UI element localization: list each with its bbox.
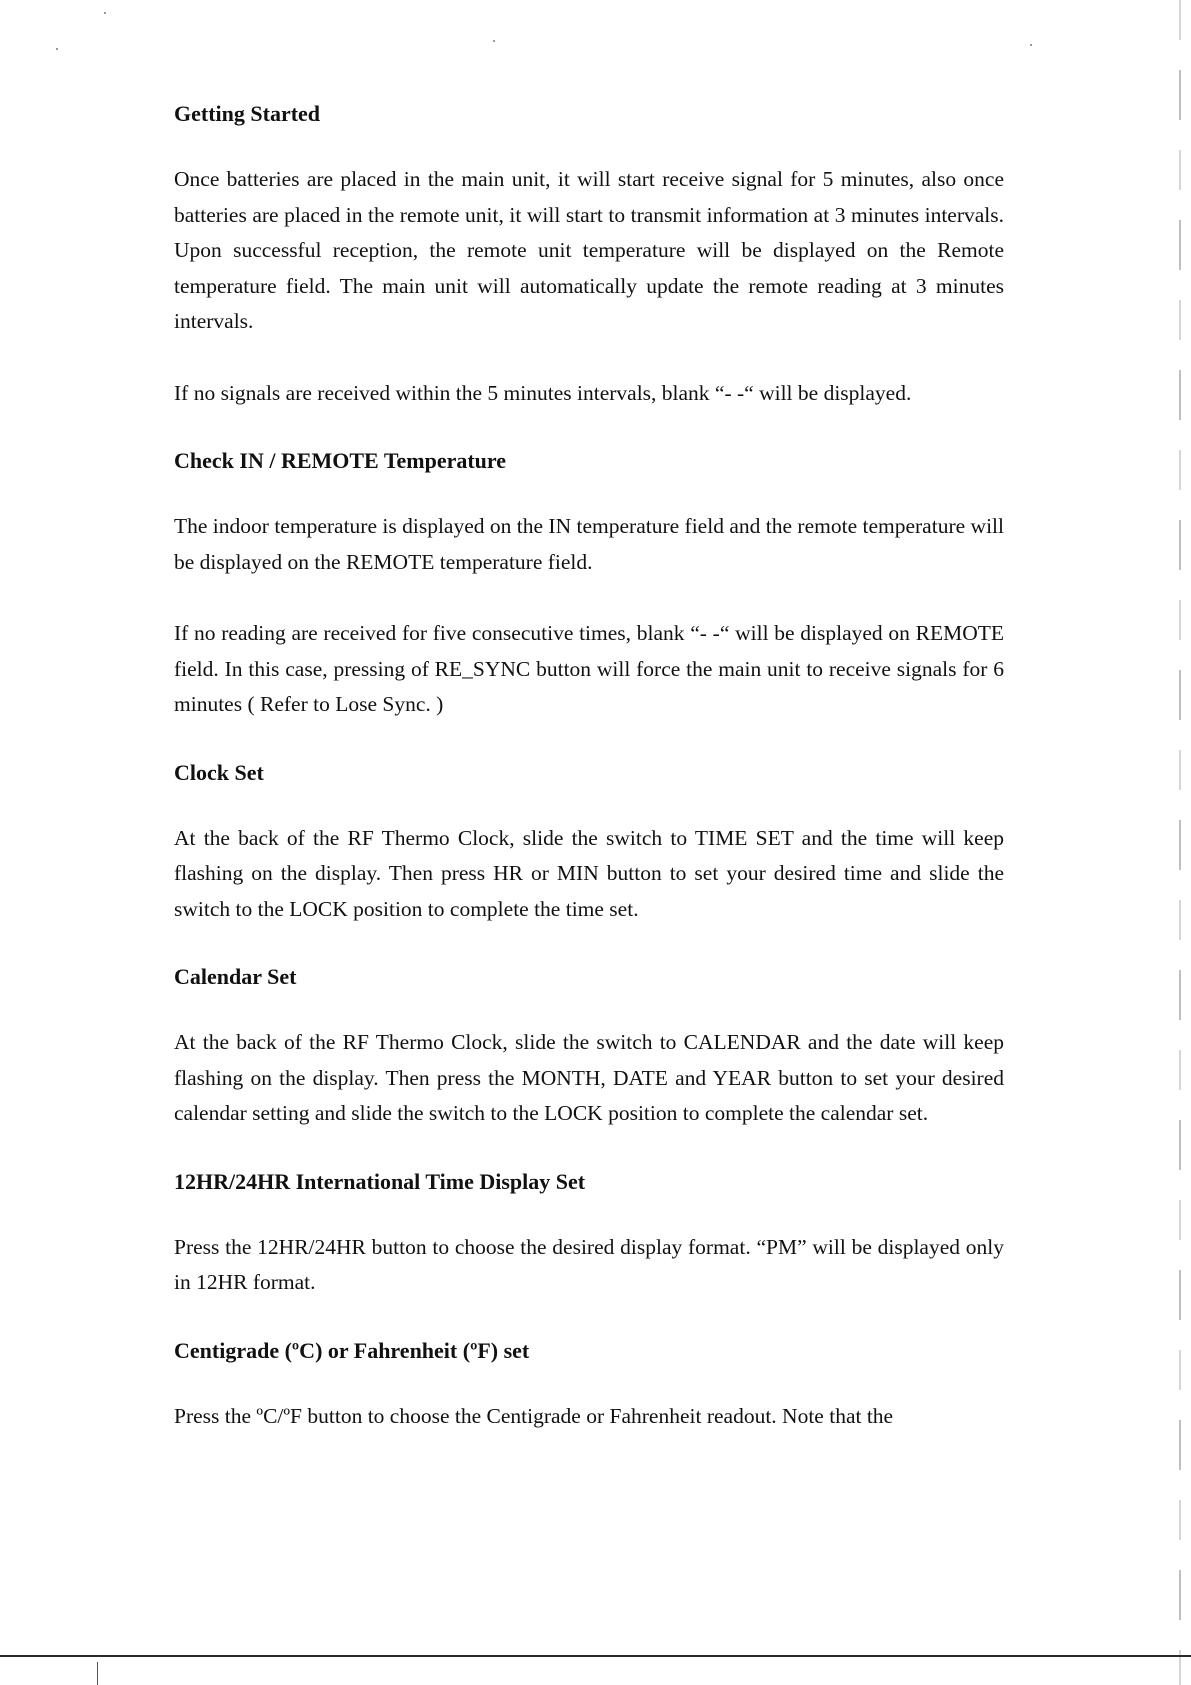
section-heading: Clock Set [174,759,264,785]
section-paragraph: If no signals are received within the 5 minutes intervals, blank “- -“ will be displayed. [174,380,912,405]
section-calendar-set [174,963,1010,1132]
scan-tick-mark [97,1662,98,1685]
section-12hr-24hr-display-set [174,1168,1010,1301]
section-paragraph: At the back of the RF Thermo Clock, slide the switch to TIME SET and the time will keep flashing on the display. Then press HR or MIN button to set your desired time and slide the switch to the LOCK position to complete the time set. [174,825,1010,921]
scan-speck [493,40,495,42]
section-paragraph: Press the ºC/ºF button to choose the Centigrade or Fahrenheit readout. Note that the [174,1403,894,1428]
scan-edge-line-bottom [0,1655,1191,1657]
section-heading: 12HR/24HR International Time Display Set [174,1168,586,1194]
scan-speck [104,12,106,14]
section-paragraph: Once batteries are placed in the main unit, it will start receive signal for 5 minutes, also once batteries are placed in the remote unit, it will start to transmit information at 3 minutes intervals. Upon successful reception, the remote unit temperature will be displayed on the Remote temperature field. The main unit will automatically update the remote reading at 3 minutes intervals. [174,167,1010,333]
scan-edge-line-right [1179,0,1181,1685]
section-heading: Centigrade (ºC) or Fahrenheit (ºF) set [174,1337,530,1363]
section-heading: Calendar Set [174,964,297,989]
scan-speck [56,48,58,50]
section-paragraph: The indoor temperature is displayed on the IN temperature field and the remote temperature will be displayed on the REMOTE temperature field. [174,514,1010,574]
section-temperature-unit-set [174,1337,1004,1435]
section-getting-started [174,100,1010,411]
section-heading: Getting Started [174,101,321,126]
scan-speck [1030,44,1032,46]
document-body [174,100,1010,1434]
section-heading: Check IN / REMOTE Temperature [174,448,507,473]
section-check-in-remote-temperature [174,447,1010,723]
section-paragraph: Press the 12HR/24HR button to choose the desired display format. “PM” will be displayed only in 12HR format. [174,1234,1010,1294]
section-paragraph: At the back of the RF Thermo Clock, slide the switch to CALENDAR and the date will keep flashing on the display. Then press the MONTH, DATE and YEAR button to set your desired calendar setting and slide the switch to the LOCK position to complete the calendar set. [174,1030,1010,1125]
section-clock-set [174,759,1010,928]
section-paragraph: If no reading are received for five consecutive times, blank “- -“ will be displayed on REMOTE field. In this case, pressing of RE_SYNC button will force the main unit to receive signals for 6 minutes ( Refer to Lose Sync. ) [174,621,1010,716]
